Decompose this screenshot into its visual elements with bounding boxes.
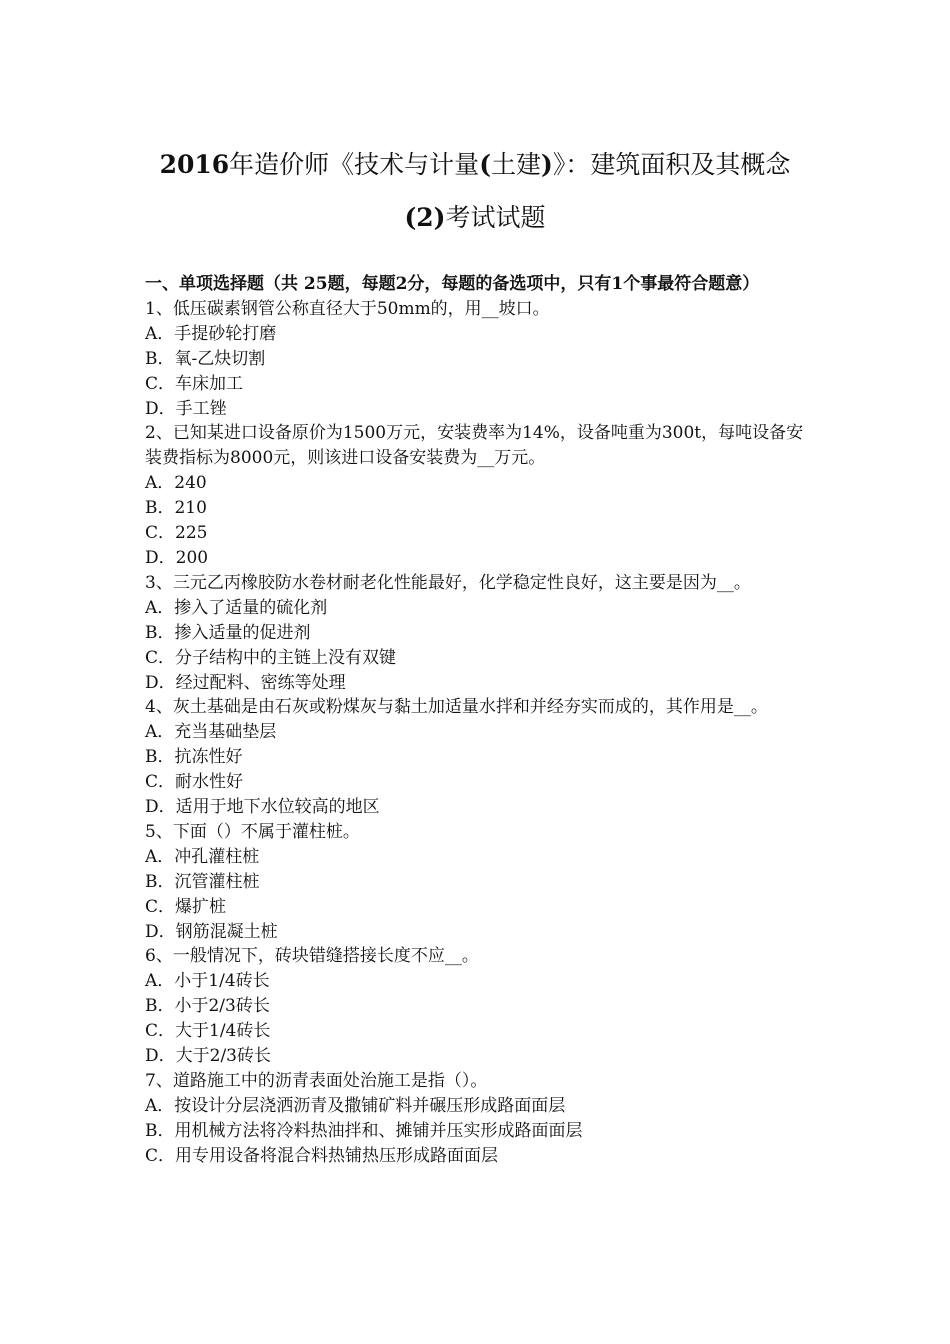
question-stem: 3、三元乙丙橡胶防水卷材耐老化性能最好，化学稳定性良好，这主要是因为__。 <box>145 572 751 593</box>
title-year: 2016 <box>159 150 230 179</box>
question-stem: 4、灰土基础是由石灰或粉煤灰与黏土加适量水拌和并经夯实而成的，其作用是__。 <box>145 697 768 718</box>
option-d: D．大于2/3砖长 <box>145 1046 271 1067</box>
option-c: C．车床加工 <box>145 373 244 394</box>
option-c: C．大于1/4砖长 <box>145 1021 271 1042</box>
option-d: D．经过配料、密练等处理 <box>145 672 346 693</box>
option-d: D．手工锉 <box>145 398 227 419</box>
title-paren-close: ) <box>541 150 553 179</box>
option-b: B．小于2/3砖长 <box>145 996 270 1017</box>
title-text-b: 土建 <box>491 150 542 179</box>
option-a: A．手提砂轮打磨 <box>145 323 277 344</box>
option-c: C．爆扩桩 <box>145 896 227 917</box>
option-d: D．适用于地下水位较高的地区 <box>145 797 380 818</box>
question-block <box>145 944 815 1069</box>
option-b: B．用机械方法将冷料热油拌和、摊铺并压实形成路面面层 <box>145 1120 583 1141</box>
document-body <box>145 272 815 1169</box>
question-block <box>145 297 815 422</box>
option-b: B．210 <box>145 498 207 519</box>
option-b: B．掺入适量的促进剂 <box>145 622 311 643</box>
option-a: A．小于1/4砖长 <box>145 971 270 992</box>
option-a: A．冲孔灌柱桩 <box>145 846 260 867</box>
option-a: A．充当基础垫层 <box>145 722 277 743</box>
option-a: A．按设计分层浇洒沥青及撒铺矿料并碾压形成路面面层 <box>145 1095 566 1116</box>
question-block <box>145 695 815 820</box>
document-title-line-2 <box>100 203 850 233</box>
option-b: B．沉管灌柱桩 <box>145 871 260 892</box>
option-b: B．氧-乙炔切割 <box>145 348 266 369</box>
option-d: D．钢筋混凝土桩 <box>145 921 278 942</box>
question-block <box>145 421 815 570</box>
section-heading: 一、单项选择题（共 25题，每题2分，每题的备选项中，只有1个事最符合题意） <box>145 274 760 294</box>
question-stem: 6、一般情况下，砖块错缝搭接长度不应__。 <box>145 946 479 967</box>
question-stem: 7、道路施工中的沥青表面处治施工是指（）。 <box>145 1071 488 1091</box>
title-text-a: 年造价师《技术与计量 <box>229 150 480 179</box>
option-c: C．分子结构中的主链上没有双键 <box>145 647 397 668</box>
option-c: C．耐水性好 <box>145 772 244 793</box>
option-b: B．抗冻性好 <box>145 747 243 768</box>
option-a: A．240 <box>145 473 207 494</box>
question-block <box>145 571 815 696</box>
document-title-line-1 <box>100 150 850 180</box>
question-block <box>145 1069 815 1169</box>
option-d: D．200 <box>145 547 209 568</box>
question-stem: 2、已知某进口设备原价为1500万元，安装费率为14%，设备吨重为300t，每吨设备安装费指标为8000元，则该进口设备安装费为__万元。 <box>145 423 804 469</box>
title-text-c: 》：建筑面积及其概念 <box>552 150 791 179</box>
title-text-d: 考试试题 <box>445 203 546 232</box>
title-paren-open: ( <box>479 150 492 179</box>
question-stem: 5、下面（）不属于灌柱桩。 <box>145 821 360 842</box>
option-a: A．掺入了适量的硫化剂 <box>145 597 328 618</box>
question-stem: 1、低压碳素钢管公称直径大于50mm的，用__坡口。 <box>145 298 550 319</box>
title-part-number: (2) <box>404 203 446 232</box>
option-c: C．225 <box>145 523 208 544</box>
question-block <box>145 820 815 945</box>
option-c: C．用专用设备将混合料热铺热压形成路面面层 <box>145 1145 499 1166</box>
